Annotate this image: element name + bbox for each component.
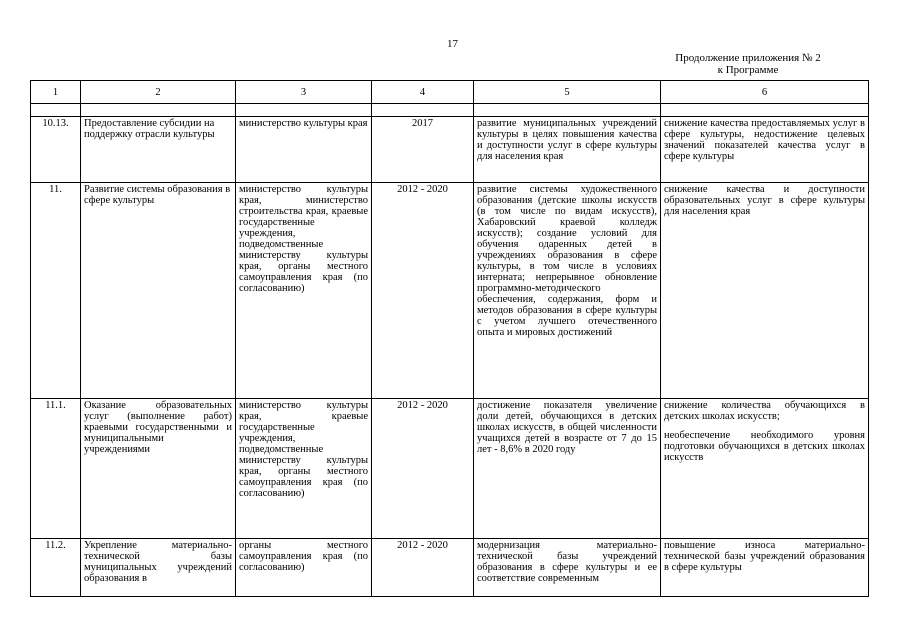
consequence-text: снижение качества предоставляемых услуг в сфере культуры, недостижение целевых значений показателей качества услуг в сфере культуры bbox=[664, 118, 865, 162]
executor: органы местного самоуправления края (по согласованию) bbox=[236, 539, 372, 597]
expected-result: модернизация материально-технической базы учреждений образования в сфере культуры и ее соответствие современным bbox=[474, 539, 661, 597]
non-implementation-consequences bbox=[661, 399, 869, 539]
non-implementation-consequences bbox=[661, 183, 869, 399]
implementation-term: 2012 - 2020 bbox=[372, 399, 474, 539]
row-number: 11. bbox=[31, 183, 81, 399]
consequence-text: снижение количества обучающихся в детских школах искусств; bbox=[664, 400, 865, 422]
column-numbers-row bbox=[31, 81, 869, 104]
implementation-term: 2012 - 2020 bbox=[372, 539, 474, 597]
column-header-1: 1 bbox=[31, 81, 81, 104]
table-row bbox=[31, 183, 869, 399]
column-header-4: 4 bbox=[372, 81, 474, 104]
appendix-note-line-2: к Программе bbox=[717, 64, 779, 76]
executor: министерство культуры края bbox=[236, 117, 372, 183]
implementation-term: 2017 bbox=[372, 117, 474, 183]
column-header-5: 5 bbox=[474, 81, 661, 104]
row-number: 10.13. bbox=[31, 117, 81, 183]
consequence-text: повышение износа материально-технической базы учреждений образования в сфере культуры bbox=[664, 540, 865, 573]
implementation-term: 2012 - 2020 bbox=[372, 183, 474, 399]
page-number: 17 bbox=[447, 38, 458, 50]
measure-name: Оказание образовательных услуг (выполнение работ) краевыми государственными и муниципальными учреждениями bbox=[81, 399, 236, 539]
measure-name: Развитие системы образования в сфере культуры bbox=[81, 183, 236, 399]
appendix-note-line-1: Продолжение приложения № 2 bbox=[675, 52, 821, 64]
expected-result: достижение показателя увеличение доли детей, обучающихся в детских школах искусств, в общей численности учащихся детей в возрасте от 7 до 15 лет - 8,6% в 2020 году bbox=[474, 399, 661, 539]
row-number: 11.2. bbox=[31, 539, 81, 597]
measure-name: Предоставление субсидии на поддержку отрасли культуры bbox=[81, 117, 236, 183]
column-header-2: 2 bbox=[81, 81, 236, 104]
non-implementation-consequences bbox=[661, 117, 869, 183]
spacer-row bbox=[31, 104, 869, 117]
column-header-3: 3 bbox=[236, 81, 372, 104]
expected-result: развитие муниципальных учреждений культуры в целях повышения качества и доступности услуг в сфере культуры для населения края bbox=[474, 117, 661, 183]
executor: министерство культуры края, краевые государственные учреждения, подведомственные министерству культуры края, органы местного самоуправления края (по согласованию) bbox=[236, 399, 372, 539]
non-implementation-consequences bbox=[661, 539, 869, 597]
table-row bbox=[31, 399, 869, 539]
consequence-text: необеспечение необходимого уровня подготовки обучающихся в детских школах искусств bbox=[664, 430, 865, 463]
program-measures-table bbox=[30, 80, 869, 597]
row-number: 11.1. bbox=[31, 399, 81, 539]
consequence-text: снижение качества и доступности образовательных услуг в сфере культуры для населения края bbox=[664, 184, 865, 217]
executor: министерство культуры края, министерство строительства края, краевые государственные учреждения, подведомственные министерству культуры края, органы местного самоуправления края (по согласованию) bbox=[236, 183, 372, 399]
measure-name: Укрепление материально-технической базы муниципальных учреждений образования в bbox=[81, 539, 236, 597]
expected-result: развитие системы художественного образования (детские школы искусств (в том числе по видам искусств), Хабаровский краевой колледж искусств); создание условий для обучения одаренных детей в учреждениях образования в сфере культуры, в том числе в условиях интерната; непрерывное обновление программно-методического обеспечения, содержания, форм и методов образования в сфере культуры с учетом лучшего отечественного опыта и мировых достижений bbox=[474, 183, 661, 399]
column-header-6: 6 bbox=[661, 81, 869, 104]
table-row bbox=[31, 117, 869, 183]
appendix-note bbox=[640, 52, 856, 76]
table-row bbox=[31, 539, 869, 597]
